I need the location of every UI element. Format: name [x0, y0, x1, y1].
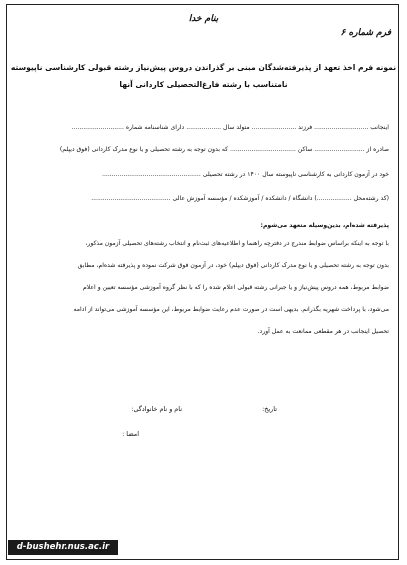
- signature-label: امضا :: [122, 430, 139, 438]
- date-label: تاریخ:: [262, 405, 277, 413]
- name-label: نام و نام خانوادگی:: [131, 405, 182, 413]
- field-line-residence: صادره از .......................... ساکن .................................. که بدون توجه به رشته تحصیلی و یا نوع مدرک کاردانی (فوق دیپلم): [59, 146, 389, 153]
- field-line-identity: اینجانب ............................ فرزند ....................... متولد سال .................. دارای شناسنامه شماره ...........................: [71, 124, 389, 131]
- website-watermark: d-bushehr.nus.ac.ir: [8, 540, 118, 555]
- field-line-exam: خود در آزمون کاردانی به کارشناسی ناپیوسته سال ۱۴۰۰ در رشته تحصیلی ...................................................: [102, 171, 389, 178]
- commitment-line-3: ضوابط مربوط، همه دروس پیش‌نیاز و یا جبرانی رشته قبولی اعلام شده را که با نظر گروه آموزشی مؤسسه تعیین و اعلام: [83, 284, 389, 291]
- form-title-line-2: نامتناسب با رشته فارغ‌التحصیلی کاردانی آنها: [119, 80, 288, 89]
- commitment-line-5: تحصیل اینجانب در هر مقطعی ممانعت به عمل آورد.: [257, 328, 389, 335]
- commitment-line-1: با توجه به اینکه براساس ضوابط مندرج در دفترچه راهنما و اطلاعیه‌های ثبت‌نام و انتخاب رشته‌های تحصیلی آزمون مذکور،: [85, 240, 389, 247]
- form-title-line-1: نمونه فرم اخذ تعهد از پذیرفته‌شدگان مبنی بر گذراندن دروس پیش‌نیاز رشته قبولی کارشناسی ناپیوسته: [10, 63, 397, 72]
- commitment-intro: پذیرفته شده‌ام، بدین‌وسیله متعهد می‌شوم:: [260, 222, 389, 229]
- bismillah-heading: بنام خدا: [188, 14, 219, 24]
- commitment-line-4: می‌شود، با پرداخت شهریه بگذرانم. بدیهی است در صورت عدم رعایت ضوابط مربوط، این مؤسسه آموزشی می‌تواند از ادامه: [73, 306, 389, 313]
- commitment-line-2: بدون توجه به رشته تحصیلی و یا نوع مدرک کاردانی (فوق دیپلم) خود، در آزمون فوق شرکت نموده و پذیرفته شده‌ام، مطابق: [77, 262, 389, 269]
- form-number: فرم شماره ۶: [340, 28, 391, 38]
- field-line-institution: (کد رشته‌محل ..................) دانشگاه / دانشکده / آموزشکده / مؤسسه آموزش عالی .........................................: [91, 195, 389, 202]
